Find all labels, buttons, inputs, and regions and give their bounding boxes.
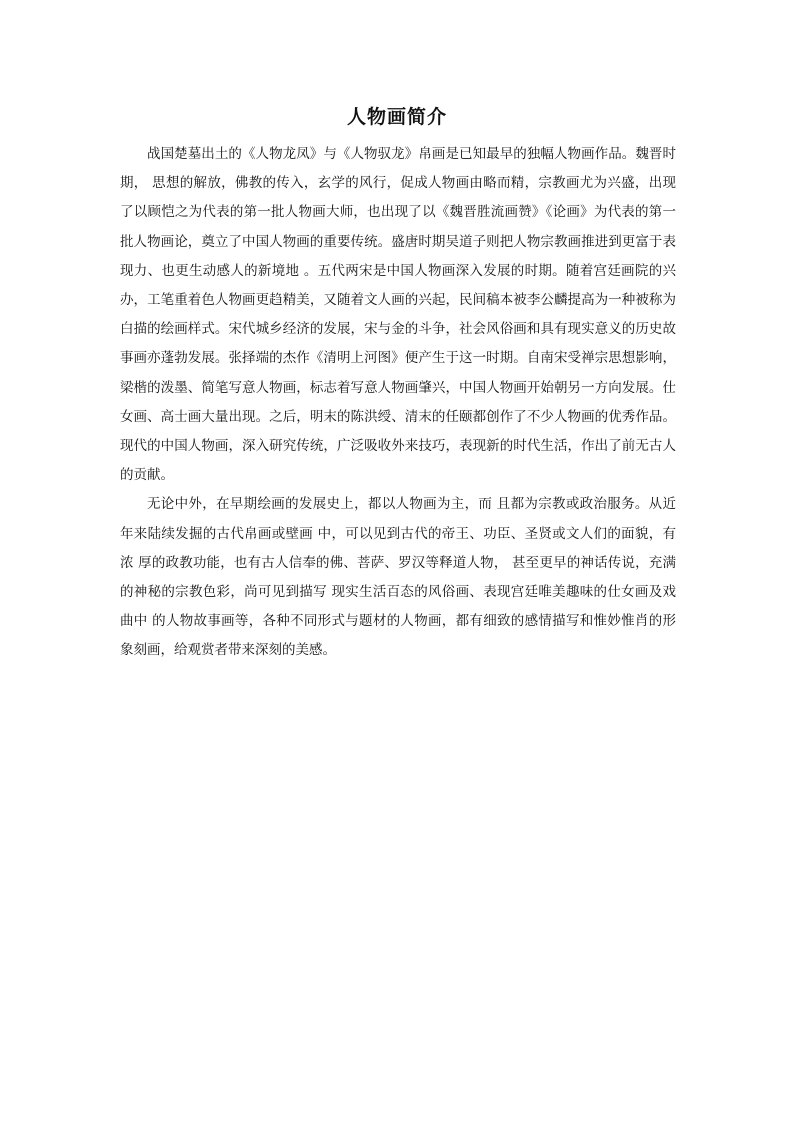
page-title: 人物画简介 [346,106,447,128]
paragraph-history: 战国楚墓出土的《人物龙凤》与《人物驭龙》帛画是已知最早的独幅人物画作品。魏晋时期， 思想的解放，佛教的传入，玄学的风行，促成人物画由略而精，宗教画尤为兴盛，出现了以顾恺之为代表的第一批人物画大师，也出现了以《魏晋胜流画赞》《论画》为代表的第一批人物画论，奠立了中国人物画的重要传统。盛唐时期吴道子则把人物宗教画推进到更富于表现力、也更生动感人的新境地 。五代两宋是中国人物画深入发展的时期。随着宫廷画院的兴办，工笔重着色人物画更趋精美，又随着文人画的兴起，民间稿本被李公麟提高为一种被称为白描的绘画样式。宋代城乡经济的发展，宋与金的斗争，社会风俗画和具有现实意义的历史故事画亦蓬勃发展。张择端的杰作《清明上河图》便产生于这一时期。自南宋受禅宗思想影响，梁楷的泼墨、简笔写意人物画，标志着写意人物画肇兴，中国人物画开始朝另一方向发展。仕女画、高士画大量出现。之后，明末的陈洪绶、清末的任颐都创作了不少人物画的优秀作品。现代的中国人物画，深入研究传统，广泛吸收外来技巧，表现新的时代生活，作出了前无古人的贡献。 [120,146,676,484]
document-body [120,140,676,666]
paragraph-overview: 无论中外，在早期绘画的发展史上，都以人物画为主，而 且都为宗教或政治服务。从近年来陆续发掘的古代帛画或壁画 中，可以见到古代的帝王、功臣、圣贤或文人们的面貌，有浓 厚的政教功能，也有古人信奉的佛、菩萨、罗汉等释道人物， 甚至更早的神话传说，充满的神秘的宗教色彩，尚可见到描写 现实生活百态的风俗画、表现宫廷唯美趣味的仕女画及戏曲中 的人物故事画等，各种不同形式与题材的人物画，都有细致的感情描写和惟妙惟肖的形象刻画，给观赏者带来深刻的美感。 [120,496,676,659]
